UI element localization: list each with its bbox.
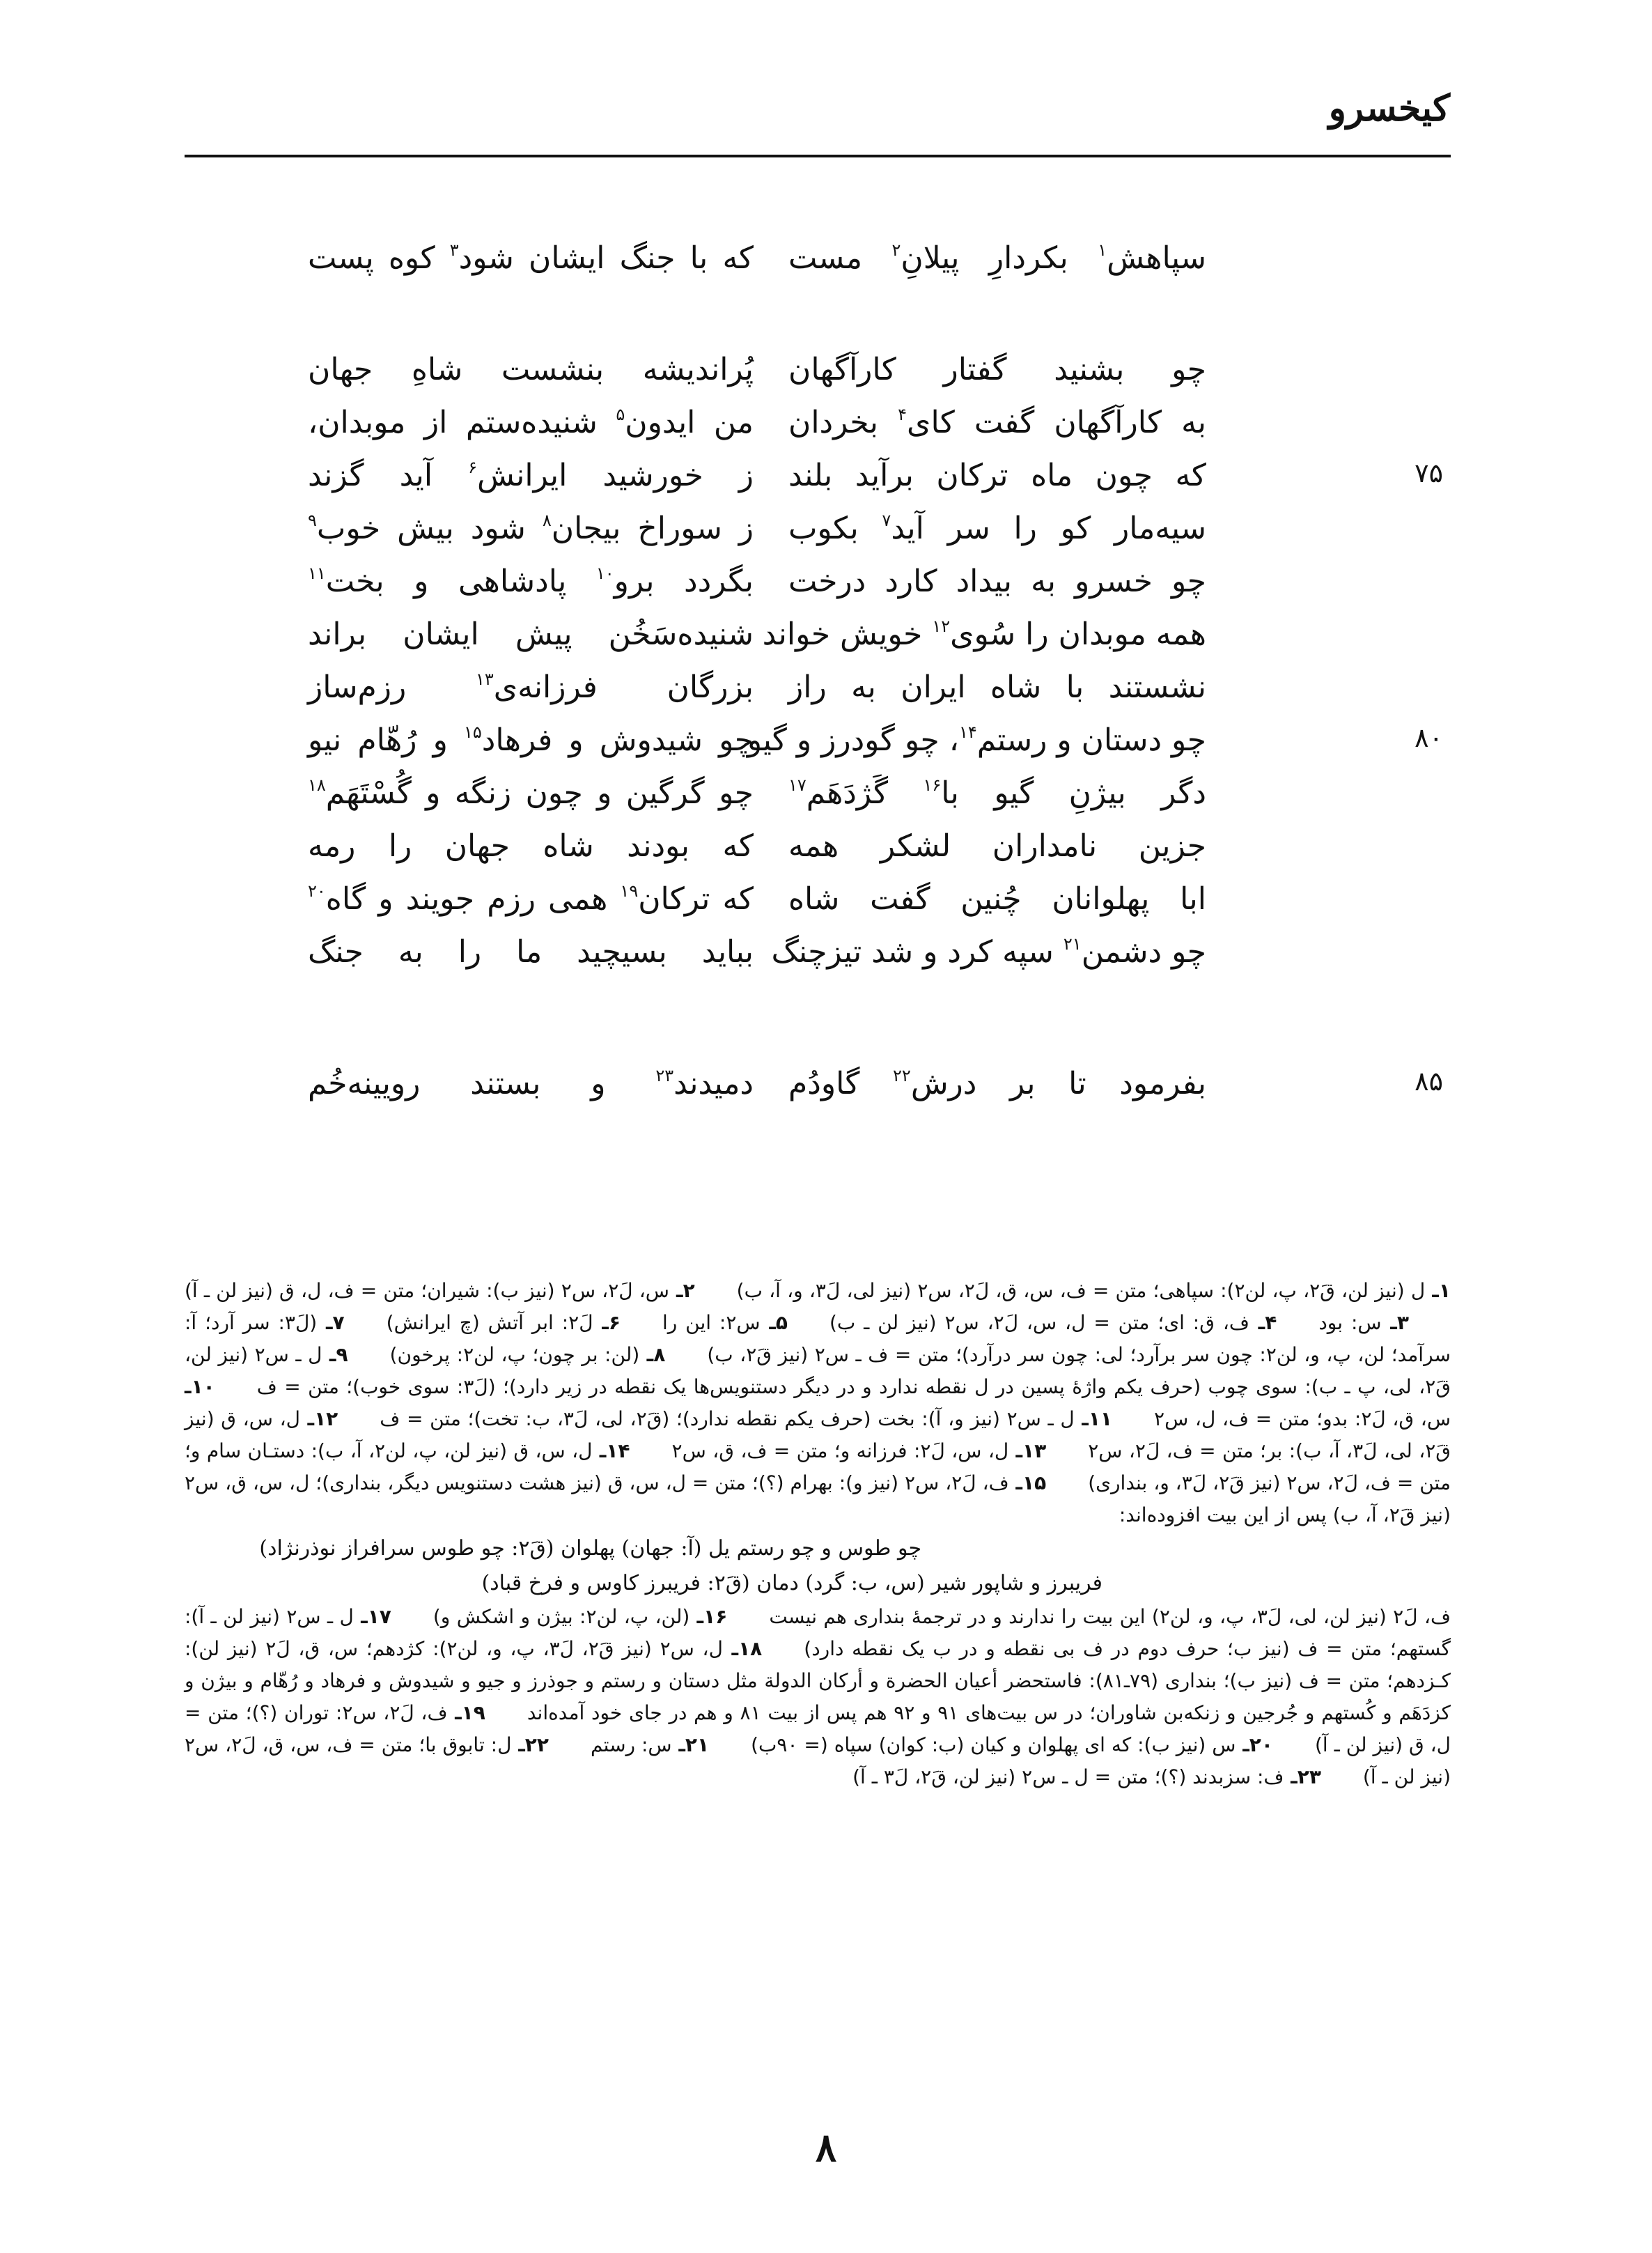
footnote: [1318, 1311, 1409, 1334]
hemistich-first: چو بشنید گفتار کارآگهان: [788, 352, 1206, 387]
footnote-number: ۲۳ـ: [1284, 1765, 1321, 1788]
footnote: [185, 1279, 695, 1302]
footnote-number: ۲۱ـ: [671, 1733, 710, 1756]
hemistich-first: به کارآگهان گفت کای$^۴$ بخردان: [788, 405, 1206, 440]
hemistich-second: بزرگان فرزانه‌ی$^{۱۳}$ رزم‌ساز: [308, 669, 754, 705]
verse-number: ۷۵: [1415, 458, 1443, 488]
footnote-text: (لَ۳: سر آرد؛ آ: سرآمد؛ لن، پ، و، لن۲: چون سر برآرد؛ لی: چون سر درآرد)؛ متن = ف ـ س۲ (نیز قَ۲، ب): [185, 1311, 1451, 1366]
running-title: کیخسرو: [1328, 87, 1450, 130]
hemistich-second: ز خورشید ایرانش$^۶$ آید گزند: [308, 458, 754, 493]
hemistich-first: نشستند با شاه ایران به راز: [788, 669, 1206, 705]
footnote-number: ۴ـ: [1249, 1311, 1277, 1334]
hemistich-second: ز سوراخ بیجان$^۸$ شود بیش خوب$^۹$: [308, 511, 754, 546]
footnote-text: ل، س، ق (نیز لن، پ، لن۲، آ، ب): دستـان سام و؛ متن = ف، لَ۲، س۲ (نیز قَ۲، لَ۳، و، بنداری): [185, 1439, 1451, 1494]
footnote: [672, 1439, 1047, 1462]
footnote-text: (لن، پ، لن۲: بیژن و اشکش و): [433, 1605, 690, 1628]
footnote-number: ۲۲ـ: [511, 1733, 549, 1756]
footnote-text: (لن: بر چون؛ پ، لن۲: پرخون): [389, 1343, 640, 1366]
hemistich-second: من ایدون$^۵$ شنیده‌ستم از موبدان،: [308, 405, 754, 440]
added-verse: چو طوس و چو رستم یل (آ: جهان) پهلوان (قَ۲: چو طوس سرافراز نوذرنژاد): [259, 1536, 921, 1561]
footnote-number: ۱۴ـ: [592, 1439, 630, 1462]
hemistich-second: دمیدند$^{۲۳}$ و بستند رویینه‌خُم: [308, 1066, 754, 1101]
header-rule: [185, 155, 1451, 157]
footnote-number: ۲۰ـ: [1236, 1733, 1273, 1756]
footnote: [591, 1733, 709, 1756]
footnote-text: س، لَ۲، س۲ (نیز ب): شیران؛ متن = ف، ل، ق (نیز لن ـ آ): [185, 1279, 669, 1302]
footnote-number: ۶ـ: [593, 1311, 621, 1334]
footnote-text: ل، س، لَ۲: فرزانه و؛ متن = ف، ق، س۲: [671, 1439, 1009, 1462]
couplet: [0, 511, 1652, 564]
footnote-number: ۱۶ـ: [689, 1605, 728, 1628]
footnote: [387, 1311, 621, 1334]
couplet: [0, 881, 1652, 934]
footnote-text: ل: تابوق با؛ متن = ف، س، ق، لَ۲، س۲ (نیز لن ـ آ): [185, 1733, 1451, 1788]
couplet: [0, 669, 1652, 722]
footnote: [380, 1407, 1112, 1430]
hemistich-second: بباید بسیچید ما را به جنگ: [308, 934, 754, 970]
footnote-text: س (نیز ب): که ای پهلوان و کیان (ب: کوان) سپاه (= ۹۰ب): [751, 1733, 1236, 1756]
couplet: [0, 775, 1652, 828]
verse-number: ۸۰: [1415, 722, 1443, 753]
page-number: ۸: [815, 2125, 837, 2171]
couplet: [0, 564, 1652, 617]
hemistich-first: همه موبدان را سُوی$^{۱۲}$ خویش خواند: [762, 617, 1206, 652]
hemistich-first: بفرمود تا بر درش$^{۲۲}$ گاودُم: [788, 1066, 1206, 1101]
hemistich-first: چو دشمن$^{۲۱}$ سپه کرد و شد تیزچنگ: [771, 934, 1206, 970]
footnote: [751, 1733, 1273, 1756]
couplet: [0, 458, 1652, 511]
hemistich-second: پُراندیشه بنشست شاهِ جهان: [308, 352, 754, 387]
footnote-number: ۱۱ـ: [1074, 1407, 1113, 1430]
hemistich-second: که ترکان$^{۱۹}$ همی رزم جویند و گاه$^{۲۰}$: [308, 881, 754, 917]
footnote-text: ل ـ س۲ (نیز لن ـ آ): گستهم؛ متن = ف (نیز ب؛ حرف دوم در ف بی نقطه و در ب یک نقطه دارد): [185, 1605, 1451, 1660]
couplet: [0, 1066, 1652, 1119]
footnote-number: ۱۳ـ: [1008, 1439, 1047, 1462]
footnote-number: ۱۹ـ: [447, 1701, 485, 1724]
footnote-number: ۵ـ: [760, 1311, 788, 1334]
footnote-text: س: بود: [1318, 1311, 1382, 1334]
hemistich-first: دگر بیژنِ گیو با$^{۱۶}$ گَژدَهَم$^{۱۷}$: [788, 775, 1206, 811]
footnote-number: ۱۰ـ: [185, 1375, 215, 1398]
hemistich-first: سپاهش$^۱$ بکردارِ پیلانِ$^۲$ مست: [788, 240, 1207, 276]
couplet: [0, 934, 1652, 987]
hemistich-second: بگردد برو$^{۱۰}$ پادشاهی و بخت$^{۱۱}$: [308, 564, 754, 599]
footnote-number: ۳ـ: [1381, 1311, 1409, 1334]
couplet: [0, 828, 1652, 881]
footnote-text: س: رستم: [590, 1733, 672, 1756]
hemistich-first: چو خسرو به بیداد کارد درخت: [788, 564, 1206, 599]
footnote-text: ف، لَ۲، س۲: توران (؟)؛ متن = ل، ق (نیز لن ـ آ): [185, 1701, 1451, 1756]
couplet: [0, 722, 1652, 775]
footnote: [852, 1765, 1321, 1788]
couplet: [0, 617, 1652, 669]
footnote: [829, 1311, 1277, 1334]
footnote-text: س، ق، لَ۲: بدو؛ متن = ف، ل، س۲: [1154, 1407, 1451, 1430]
hemistich-second: چو شیدوش و فرهاد$^{۱۵}$ و رُهّام نیو: [308, 722, 754, 758]
footnote: [390, 1343, 666, 1366]
added-verse: فریبرز و شاپور شیر (س، ب: گرد) دمان (قَ۲: فریبرز کاوس و فرخ قباد): [481, 1571, 1102, 1595]
hemistich-first: جزین نامداران لشکر همه: [788, 828, 1206, 864]
footnote-text: س۲: این را: [662, 1311, 761, 1334]
footnote-text: ل ـ س۲ (نیز لن، قَ۲، لی، پ ـ ب): سوی چوب (حرف یکم واژهٔ پسین در ل نقطه ندارد و در دیگر دستنویس‌ها یک نقطه در زیر دارد)؛ (لَ۳: سوی خوب)؛ متن = ف: [185, 1343, 1451, 1398]
footnote-text: ف، ق: ای؛ متن = ل، س، لَ۲، س۲ (نیز لن ـ ب): [829, 1311, 1249, 1334]
footnote-text: ل ـ س۲ (نیز و، آ): بخت (حرف یکم نقطه ندارد)؛ (قَ۲، لی، لَ۳، ب: تخت)؛ متن = ف: [380, 1407, 1075, 1430]
footnote-text: ل، س۲ (نیز قَ۲، لَ۳، پ، و، لن۲): کژدهم؛ س، ق، لَ۲ (نیز لن): کـزدهم؛ متن = ف (نیز ب)؛ بنداری (۷۹ـ۸۱): فاستحضر أعیان الحضرة و أرکان الدولة مثل دستان و رستم و جوذرز و جیو و شیدوش و فرهاد و رُهّام و بیژن و کزدَهَم و کُستهم و جُرجین و زنکه‌بن شاوران؛ در س بیت‌های ۹۱ و ۹۲ هم پس از بیت ۸۱ و هم در جای خود آمده‌اند: [185, 1637, 1451, 1724]
couplet: [0, 352, 1652, 405]
footnote-number: ۲ـ: [669, 1279, 695, 1302]
couplet: [0, 405, 1652, 458]
footnote-number: ۱۵ـ: [1008, 1471, 1047, 1494]
couplet: [0, 240, 1652, 293]
footnote-number: ۱۷ـ: [353, 1605, 391, 1628]
footnote: [433, 1605, 727, 1628]
footnote-number: ۸ـ: [639, 1343, 666, 1366]
footnote-number: ۱۸ـ: [722, 1637, 763, 1660]
hemistich-second: که با جنگ ایشان شود$^۳$ کوه پست: [308, 240, 754, 276]
hemistich-second: چو گرگین و چون زنگه و گُسْتَهَم$^{۱۸}$: [308, 775, 754, 811]
hemistich-second: که بودند شاه جهان را رمه: [308, 828, 754, 864]
footnotes: [185, 1275, 1451, 1793]
hemistich-second: شنیده‌سَخُن پیش ایشان براند: [308, 617, 754, 652]
hemistich-first: چو دستان و رستم$^{۱۴}$، چو گودرز و گیو: [747, 722, 1206, 758]
hemistich-first: که چون ماه ترکان برآید بلند: [788, 458, 1206, 493]
footnote-number: ۱ـ: [1425, 1279, 1451, 1302]
hemistich-first: ابا پهلوانان چُنین گفت شاه: [788, 881, 1206, 917]
verse-number: ۸۵: [1415, 1066, 1443, 1097]
hemistich-first: سیه‌مار کو را سر آید$^۷$ بکوب: [788, 511, 1207, 546]
footnote-number: ۱۲ـ: [299, 1407, 338, 1430]
footnote-number: ۹ـ: [322, 1343, 348, 1366]
footnote-text: ل، س، ق (نیز قَ۲، لی، لَ۳، آ، ب): بر؛ متن = ف، لَ۲، س۲: [185, 1407, 1451, 1462]
footnote: [769, 1605, 1451, 1628]
footnote-number: ۷ـ: [317, 1311, 345, 1334]
footnote-text: ل (نیز لن، قَ۲، پ، لن۲): سپاهی؛ متن = ف، س، ق، لَ۲، س۲ (نیز لی، لَ۳، و، آ، ب): [736, 1279, 1426, 1302]
footnote: [737, 1279, 1451, 1302]
footnote: [662, 1311, 788, 1334]
footnote-text: ف: سزبدند (؟)؛ متن = ل ـ س۲ (نیز لن، قَ۲، لَ۳ ـ آ): [852, 1765, 1284, 1788]
footnote-text: ف، لَ۲ (نیز لن، لی، لَ۳، پ، و، لن۲) این بیت را ندارند و در ترجمهٔ بنداری هم نیست: [769, 1605, 1451, 1628]
footnote-text: لَ۲: ابر آتش (ﭺ ایرانش): [386, 1311, 593, 1334]
footnote-text: ف، لَ۲، س۲ (نیز و): بهرام (؟)؛ متن = ل، س، ق (نیز هشت دستنویس دیگر، بنداری)؛ ل، س، ق، س۲ (نیز قَ۲، آ، ب) پس از این بیت افزوده‌اند:: [185, 1471, 1451, 1526]
